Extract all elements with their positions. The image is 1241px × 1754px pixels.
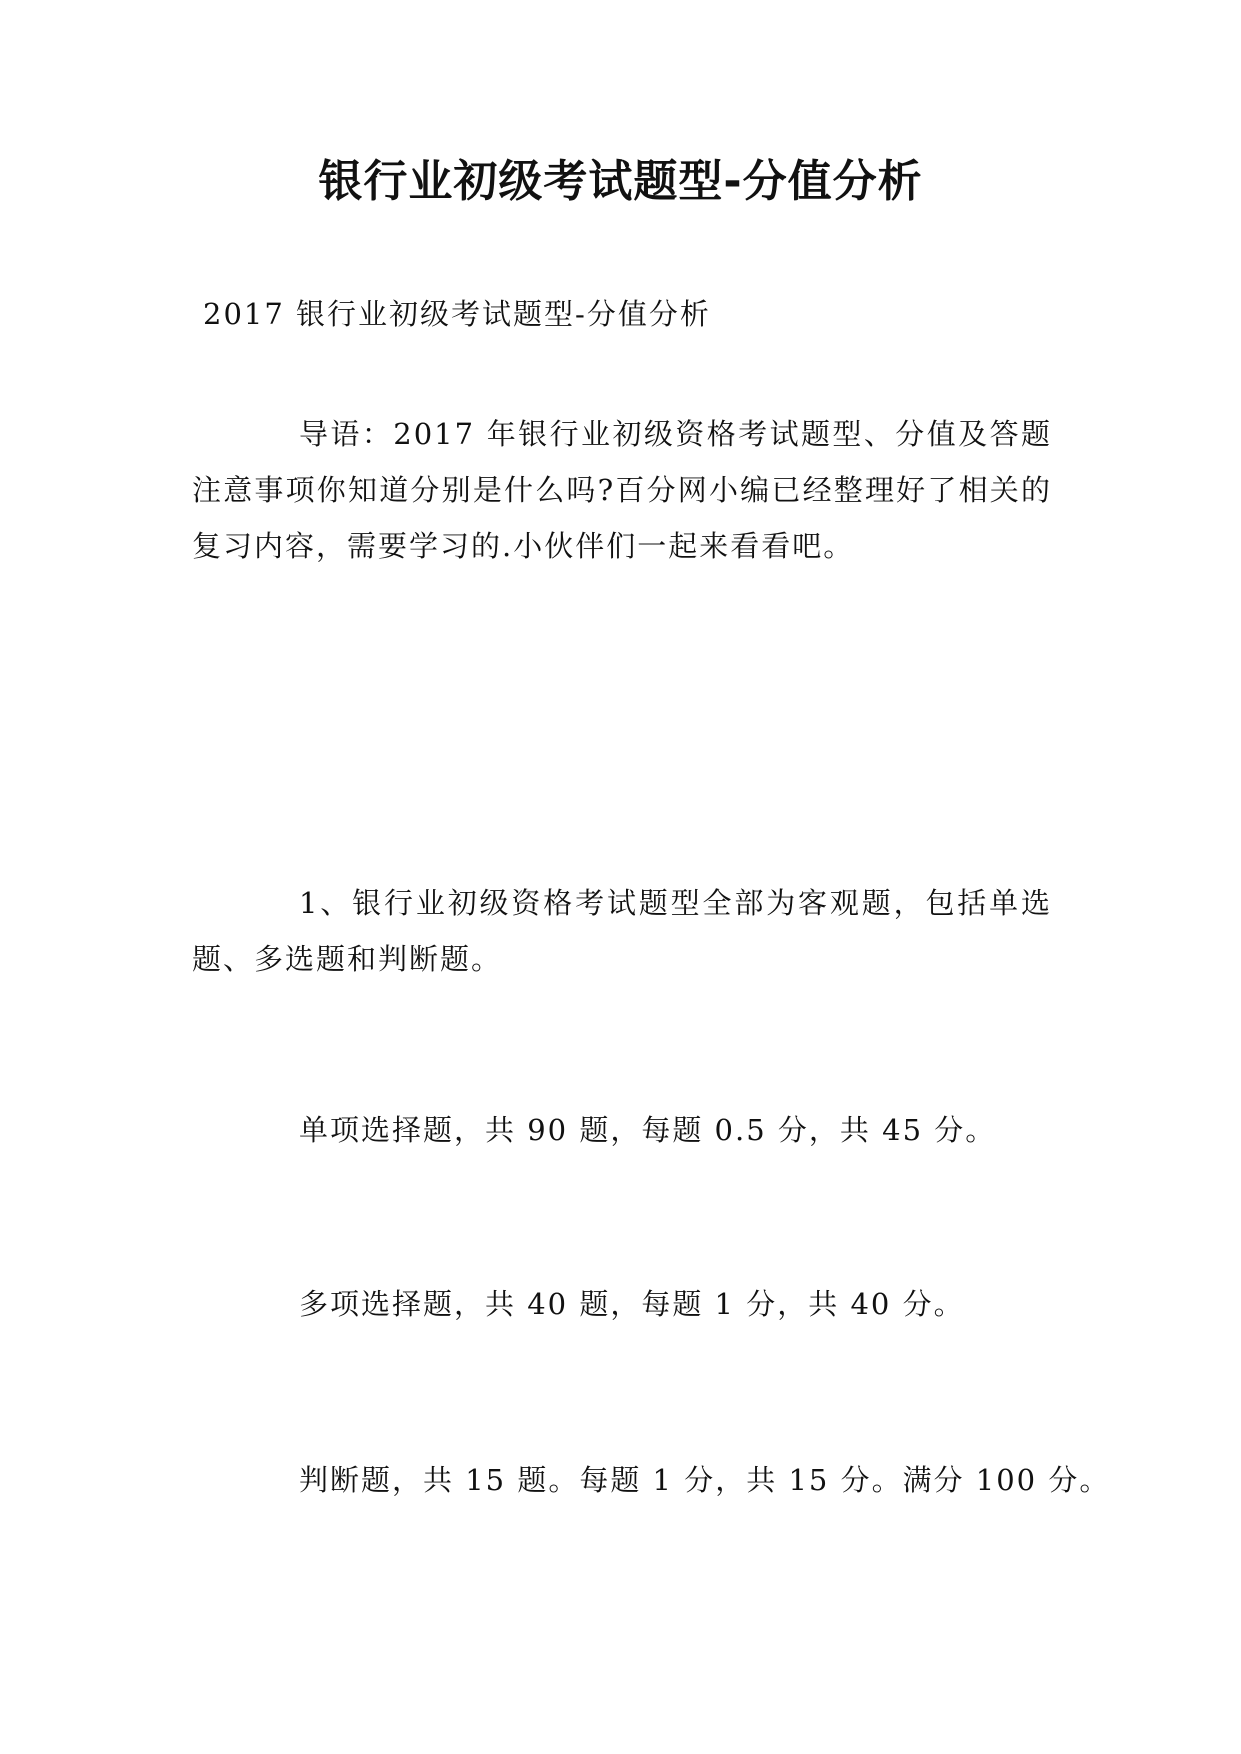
true-false-line: 判断题，共 15 题。每题 1 分，共 15 分。满分 100 分。 [299,1463,1111,1497]
item-1-paragraph: 1、银行业初级资格考试题型全部为客观题，包括单选题、多选题和判断题。 [192,886,1052,976]
document-subtitle: 2017 银行业初级考试题型-分值分析 [203,297,711,331]
multi-choice-line: 多项选择题，共 40 题，每题 1 分，共 40 分。 [299,1287,965,1321]
single-choice-line: 单项选择题，共 90 题，每题 0.5 分，共 45 分。 [299,1113,997,1147]
intro-paragraph: 导语：2017 年银行业初级资格考试题型、分值及答题注意事项你知道分别是什么吗?百分网小编已经整理好了相关的复习内容，需要学习的.小伙伴们一起来看看吧。 [192,417,1052,563]
document-title: 银行业初级考试题型-分值分析 [318,156,923,207]
